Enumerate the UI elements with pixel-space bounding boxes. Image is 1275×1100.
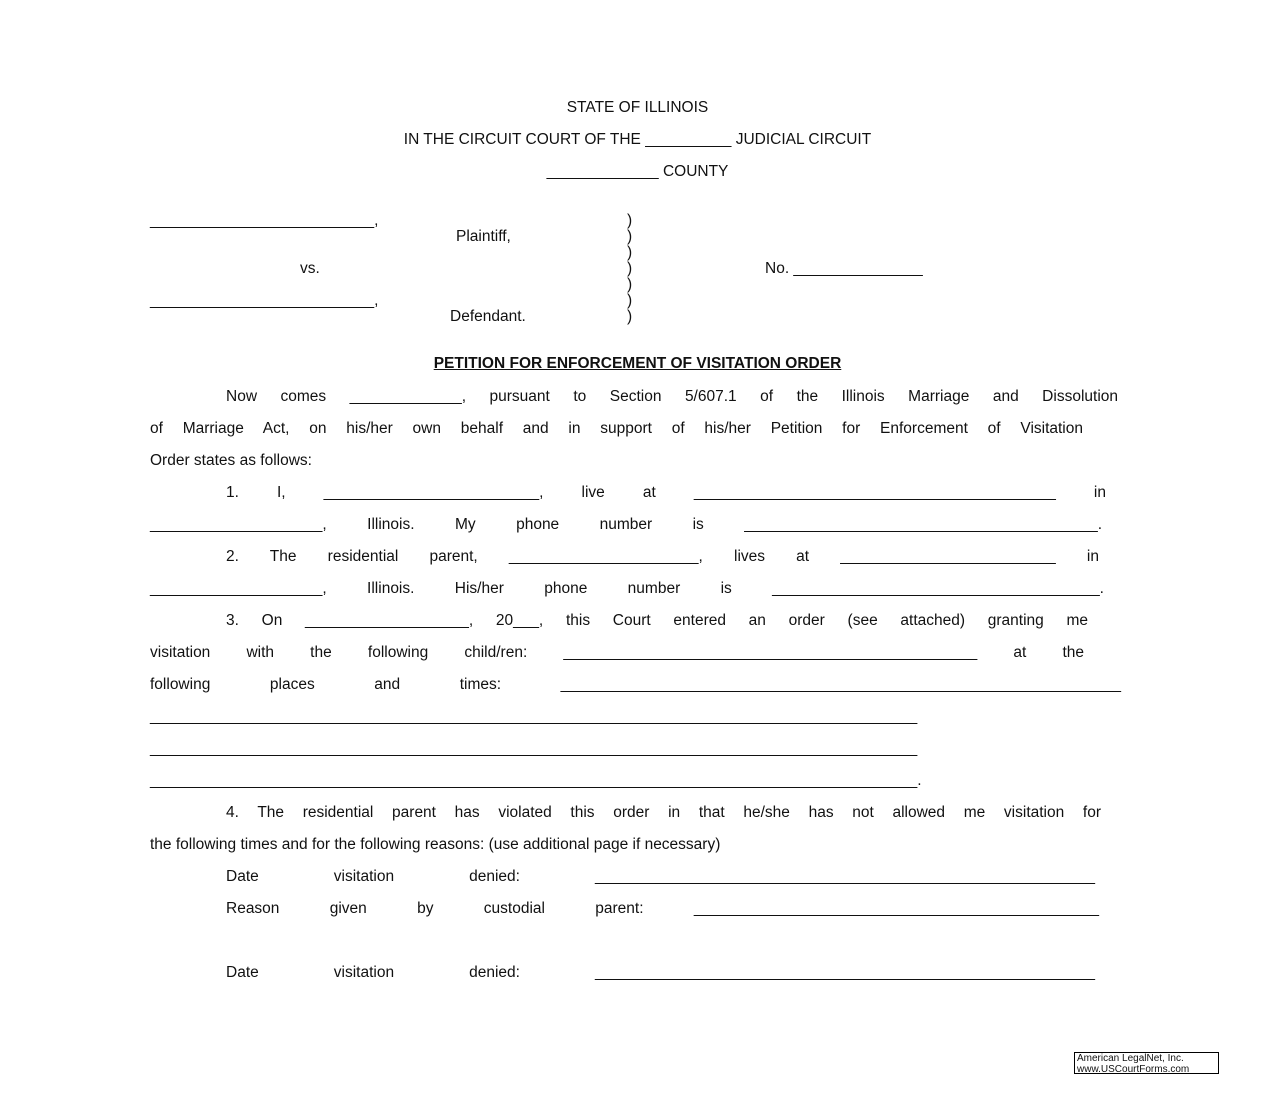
- county-heading: _____________ COUNTY: [546, 163, 729, 180]
- paragraph-3-line-3[interactable]: following places and times: _________________________________________________________________: [150, 676, 1121, 693]
- caption-bracket: ): [627, 244, 633, 261]
- reason-given-field[interactable]: Reason given by custodial parent: _______________________________________________: [226, 900, 1099, 917]
- paragraph-3-line-2[interactable]: visitation with the following child/ren: ________________________________________________ at the: [150, 644, 1084, 661]
- date-visitation-denied-field[interactable]: Date visitation denied: __________________________________________________________: [226, 868, 1095, 885]
- paragraph-1-line-1[interactable]: 1. I, _________________________, live at __________________________________________ in: [226, 484, 1106, 501]
- paragraph-3-line-1[interactable]: 3. On ___________________, 20___, this Court entered an order (see attached) granting me: [226, 612, 1088, 629]
- plaintiff-name-blank[interactable]: __________________________,: [150, 212, 379, 229]
- paragraph-4-line-2: the following times and for the following reasons: (use additional page if necessary): [150, 836, 721, 853]
- caption-bracket: ): [627, 276, 633, 293]
- defendant-label: Defendant.: [450, 308, 526, 325]
- paragraph-1-line-2[interactable]: ____________________, Illinois. My phone number is _________________________________________.: [150, 516, 1102, 533]
- paragraph-2-line-1[interactable]: 2. The residential parent, ______________________, lives at _________________________ in: [226, 548, 1099, 565]
- paragraph-2-line-2[interactable]: ____________________, Illinois. His/her phone number is ______________________________________.: [150, 580, 1104, 597]
- caption-bracket: ): [627, 308, 633, 325]
- caption-bracket: ): [627, 212, 633, 229]
- state-heading: STATE OF ILLINOIS: [566, 99, 709, 116]
- paragraph-4-line-1: 4. The residential parent has violated this order in that he/she has not allowed me visitation for: [226, 804, 1101, 821]
- plaintiff-label: Plaintiff,: [456, 228, 511, 245]
- caption-bracket: ): [627, 260, 633, 277]
- versus-label: vs.: [300, 260, 320, 277]
- publisher-footer: [1074, 1052, 1219, 1074]
- paragraph-3-blank-line[interactable]: _________________________________________________________________________________________.: [150, 772, 922, 789]
- date-visitation-denied-field[interactable]: Date visitation denied: __________________________________________________________: [226, 964, 1095, 981]
- document-title: PETITION FOR ENFORCEMENT OF VISITATION ORDER: [433, 355, 842, 372]
- paragraph-3-blank-line[interactable]: _________________________________________________________________________________________: [150, 708, 918, 725]
- intro-line-3: Order states as follows:: [150, 452, 312, 469]
- publisher-name: American LegalNet, Inc.: [1077, 1053, 1184, 1064]
- caption-bracket: ): [627, 292, 633, 309]
- defendant-name-blank[interactable]: __________________________,: [150, 292, 379, 309]
- caption-bracket: ): [627, 228, 633, 245]
- case-number-field[interactable]: No. _______________: [765, 260, 923, 277]
- intro-line-1: Now comes _____________, pursuant to Section 5/607.1 of the Illinois Marriage and Dissolution: [226, 388, 1118, 405]
- intro-line-2: of Marriage Act, on his/her own behalf and in support of his/her Petition for Enforcement of Visitation: [150, 420, 1083, 437]
- paragraph-3-blank-line[interactable]: _________________________________________________________________________________________: [150, 740, 918, 757]
- publisher-url: www.USCourtForms.com: [1077, 1064, 1190, 1075]
- circuit-heading: IN THE CIRCUIT COURT OF THE __________ JUDICIAL CIRCUIT: [403, 131, 872, 148]
